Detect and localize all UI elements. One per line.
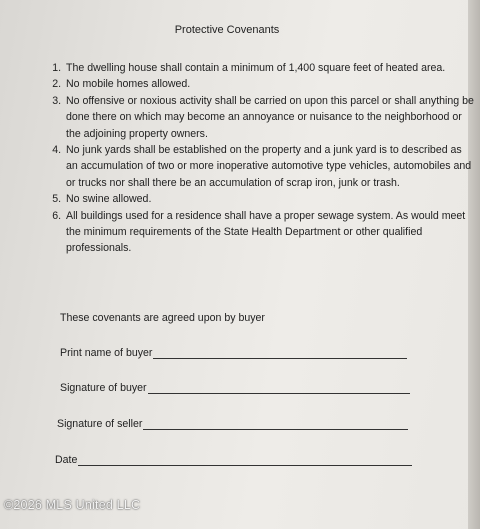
seller-signature-line: [143, 418, 408, 430]
seller-signature-field: [57, 418, 408, 430]
agreement-statement: These covenants are agreed upon by buyer: [60, 312, 265, 324]
print-name-line: [153, 347, 407, 359]
covenant-item: 5. No swine allowed.: [64, 191, 474, 207]
buyer-signature-line: [148, 382, 410, 394]
date-line: [78, 454, 412, 466]
covenant-item: 1. The dwelling house shall contain a minimum of 1,400 square feet of heated area.: [64, 60, 474, 76]
buyer-signature-label: Signature of buyer: [60, 382, 147, 394]
print-name-field: [60, 347, 407, 359]
seller-signature-label: Signature of seller: [57, 418, 143, 430]
covenant-item: 2. No mobile homes allowed.: [64, 76, 474, 92]
date-label: Date: [55, 454, 78, 466]
document-title: Protective Covenants: [174, 24, 280, 36]
covenant-item: 3. No offensive or noxious activity shall be carried on upon this parcel or shall anything be done there on which may become an annoyance or nuisance to the neighborhood or the adjoining property owners.: [64, 93, 474, 142]
date-field: [55, 454, 412, 466]
covenant-item: 6. All buildings used for a residence shall have a proper sewage system. As would meet the minimum requirements of the State Health Department or other qualified professionals.: [64, 208, 474, 257]
buyer-signature-field: [60, 382, 410, 394]
copyright-watermark: ©2026 MLS United LLC: [4, 498, 141, 512]
print-name-label: Print name of buyer: [60, 347, 153, 359]
covenant-list: [22, 60, 474, 257]
covenant-item: 4. No junk yards shall be established on the property and a junk yard is to described as an accumulation of two or more inoperative automotive type vehicles, automobiles and or trucks nor shall there be an accumulation of scrap iron, junk or trash.: [64, 142, 474, 191]
